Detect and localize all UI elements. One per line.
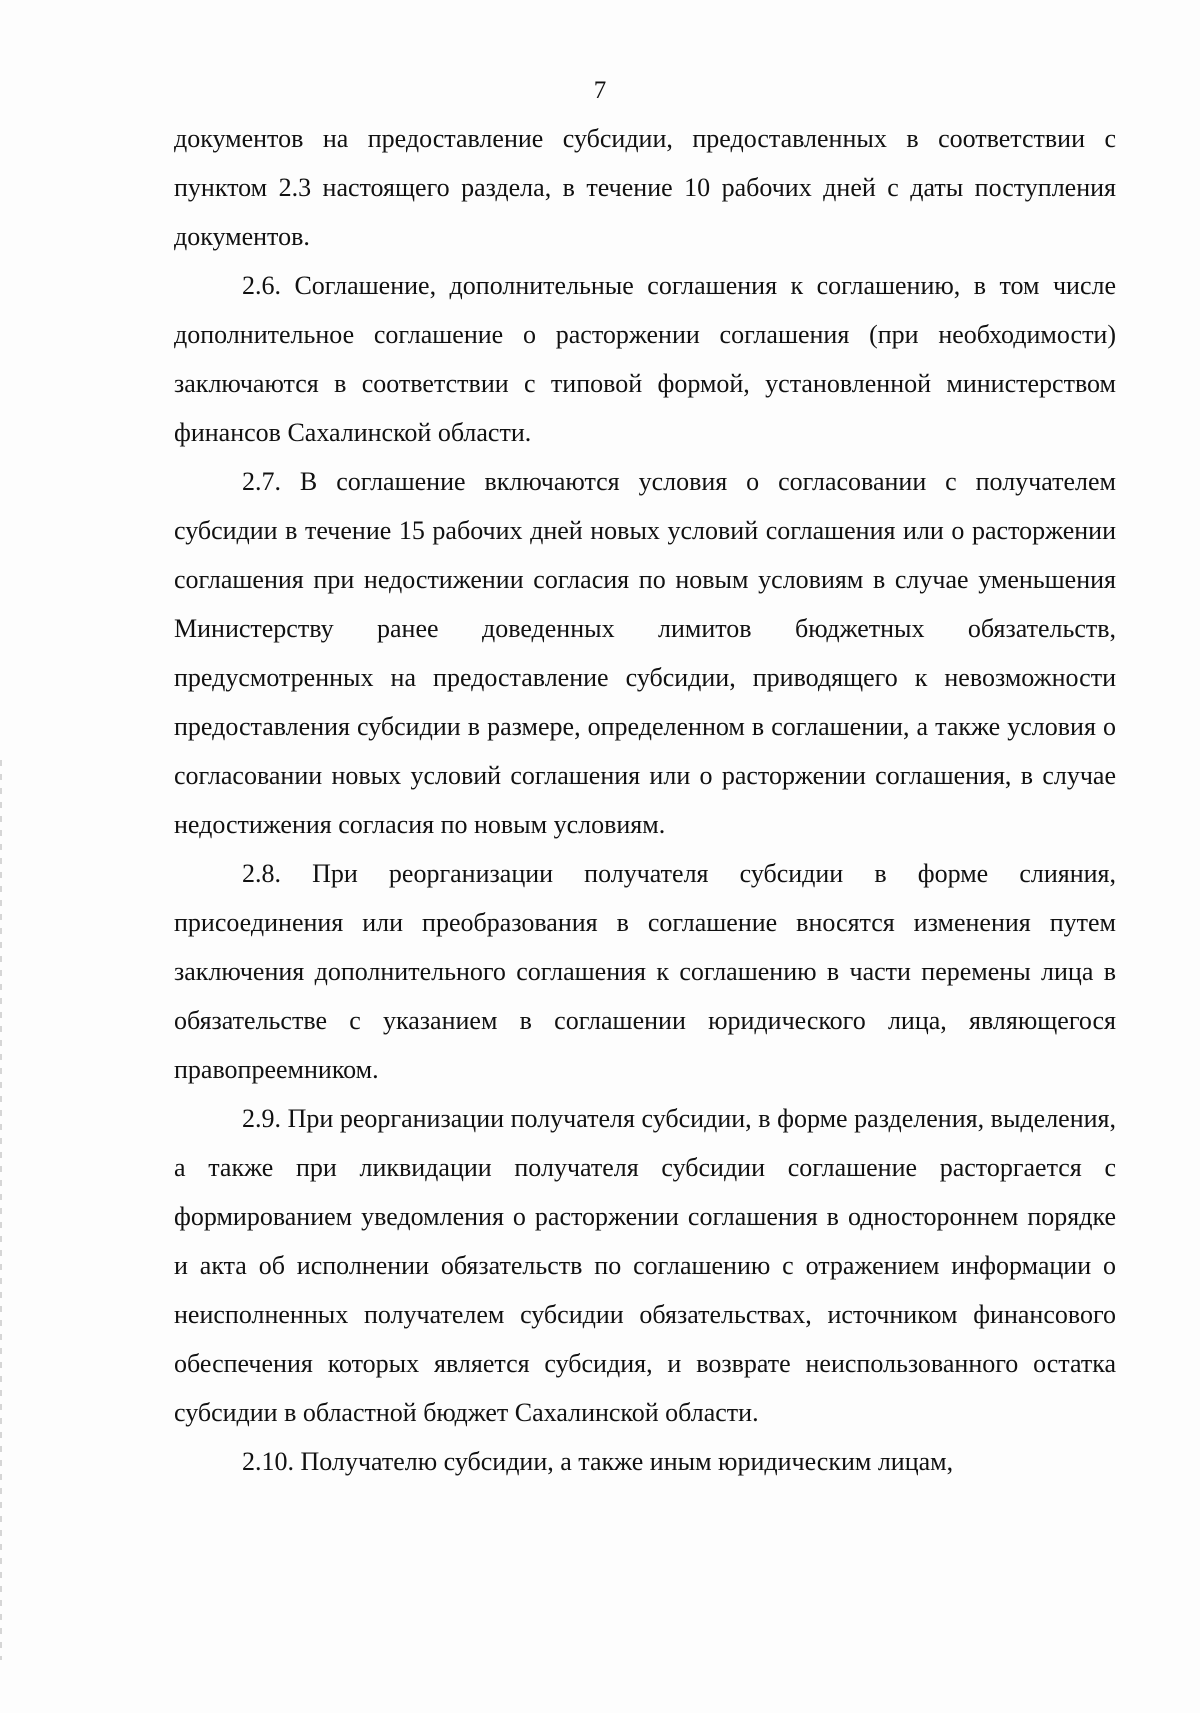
scan-edge-artifact (0, 760, 2, 1660)
paragraph-2-10: 2.10. Получателю субсидии, а также иным юридическим лицам, (242, 1447, 954, 1476)
paragraph-2-8: 2.8. При реорганизации получателя субсидии в форме слияния, присоединения или преобразования в соглашение вносятся изменения путем заключения дополнительного соглашения к соглашению в части перемены лица в обязательстве с указанием в соглашении юридического лица, являющегося правопреемником. (174, 859, 1116, 1084)
paragraph-continuation: документов на предоставление субсидии, предоставленных в соответствии с пунктом 2.3 настоящего раздела, в течение 10 рабочих дней с даты поступления документов. (174, 124, 1116, 251)
paragraph-2-7: 2.7. В соглашение включаются условия о согласовании с получателем субсидии в течение 15 рабочих дней новых условий соглашения или о расторжении соглашения при недостижении согласия по новым условиям в случае уменьшения Министерству ранее доведенных лимитов бюджетных обязательств, предусмотренных на предоставление субсидии, приводящего к невозможности предоставления субсидии в размере, определенном в соглашении, а также условия о согласовании новых условий соглашения или о расторжении соглашения, в случае недостижения согласия по новым условиям. (174, 467, 1116, 839)
paragraph-2-9: 2.9. При реорганизации получателя субсидии, в форме разделения, выделения, а также при ликвидации получателя субсидии соглашение расторгается с формированием уведомления о расторжении соглашения в одностороннем порядке и акта об исполнении обязательств по соглашению с отражением информации о неисполненных получателем субсидии обязательствах, источником финансового обеспечения которых является субсидия, и возврате неиспользованного остатка субсидии в областной бюджет Сахалинской области. (174, 1104, 1116, 1427)
paragraph-2-6: 2.6. Соглашение, дополнительные соглашения к соглашению, в том числе дополнительное соглашение о расторжении соглашения (при необходимости) заключаются в соответствии с типовой формой, установленной министерством финансов Сахалинской области. (174, 271, 1116, 447)
document-body (174, 114, 1116, 1486)
page-number: 7 (593, 77, 607, 104)
